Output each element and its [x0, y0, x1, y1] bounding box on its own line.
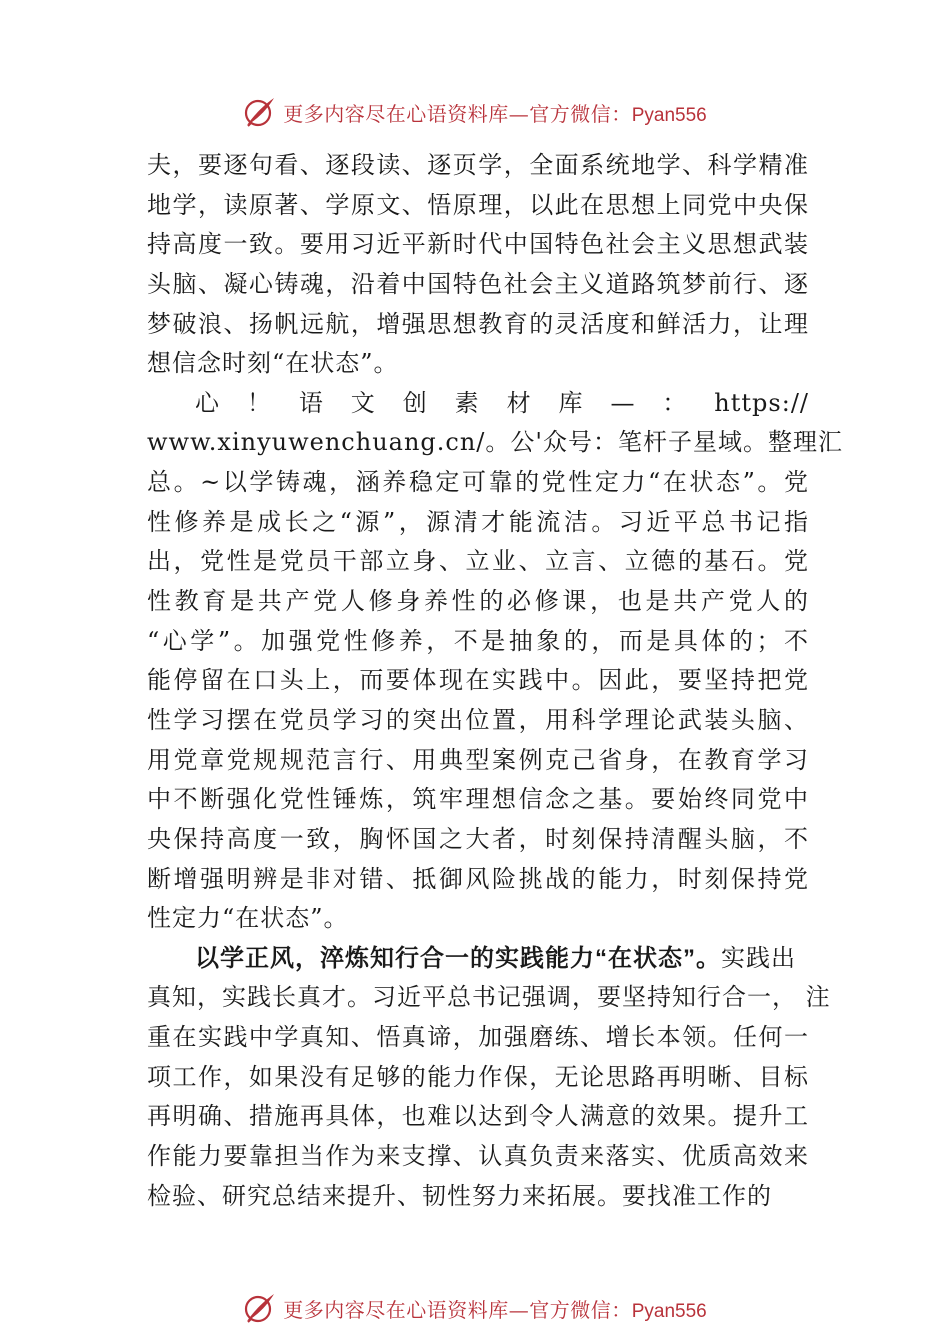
header-banner [0, 92, 950, 132]
text-line: 用党章党规规范言行、用典型案例克己省身，在教育学习 [147, 745, 809, 774]
text-line: 性学习摆在党员学习的突出位置，用科学理论武装头脑、 [147, 705, 809, 734]
text-line: 项工作，如果没有足够的能力作保，无论思路再明晰、目标 [147, 1062, 809, 1091]
text-line: 地学，读原著、学原文、悟原理，以此在思想上同党中央保 [147, 190, 809, 219]
footer-banner [0, 1288, 950, 1328]
header-banner-text: 更多内容尽在心语资料库—官方微信：Pyan556 [283, 101, 707, 126]
text-line: 头脑、凝心铸魂，沿着中国特色社会主义道路筑梦前行、逐 [147, 269, 809, 298]
text-line: 真知，实践长真才。习近平总书记强调，要坚持知行合一， 注 [147, 983, 831, 1012]
text-line: 持高度一致。要用习近平新时代中国特色社会主义思想武装 [147, 230, 809, 259]
text-line: 性教育是共产党人修身养性的必修课，也是共产党人的 [147, 587, 809, 616]
section-heading-line [147, 939, 809, 979]
text-line: 能停留在口头上，而要体现在实践中。因此，要坚持把党 [147, 666, 809, 695]
quill-logo-icon [243, 95, 277, 129]
text-line: 央保持高度一致，胸怀国之大者，时刻保持清醒头脑，不 [147, 824, 809, 853]
text-line: 再明确、措施再具体，也难以达到令人满意的效果。提升工 [147, 1102, 809, 1131]
text-line: 中不断强化党性锤炼，筑牢理想信念之基。要始终同党中 [147, 785, 809, 814]
text-line: 梦破浪、扬帆远航，增强思想教育的灵活度和鲜活力，让理 [147, 309, 809, 338]
text-line: 性修养是成长之“源”，源清才能流洁。习近平总书记指 [147, 507, 809, 536]
footer-wechat-id: Pyan556 [631, 1300, 707, 1322]
section-heading: 以学正风，淬炼知行合一的实践能力“在状态”。 [195, 944, 721, 972]
quill-logo-icon [243, 1291, 277, 1325]
footer-banner-text: 更多内容尽在心语资料库—官方微信：Pyan556 [283, 1297, 707, 1322]
text-line: 心！语文创素材库—：https:// [195, 388, 809, 417]
text-line: 断增强明辨是非对错、抵御风险挑战的能力，时刻保持党 [147, 864, 809, 893]
heading-tail-text: 实践出 [721, 943, 796, 972]
text-line: www.xinyuwenchuang.cn/。公'众号：笔杆子星域。整理汇 [147, 428, 843, 457]
document-body [147, 146, 843, 1216]
header-wechat-id: Pyan556 [631, 104, 707, 126]
text-line: 夫，要逐句看、逐段读、逐页学，全面系统地学、科学精准 [147, 151, 809, 179]
text-line: 出，党性是党员干部立身、立业、立言、立德的基石。党 [147, 547, 809, 576]
text-line: 检验、研究总结来提升、韧性努力来拓展。要找准工作的 [147, 1181, 772, 1210]
text-line: 想信念时刻“在状态”。 [147, 349, 399, 378]
text-line: 性定力“在状态”。 [147, 904, 349, 933]
text-line: 总。~以学铸魂，涵养稳定可靠的党性定力“在状态”。党 [147, 468, 809, 497]
text-line: “心学”。加强党性修养，不是抽象的，而是具体的；不 [147, 626, 809, 655]
text-line: 作能力要靠担当作为来支撑、认真负责来落实、优质高效来 [147, 1142, 809, 1171]
text-line: 重在实践中学真知、悟真谛，加强磨练、增长本领。任何一 [147, 1023, 809, 1052]
